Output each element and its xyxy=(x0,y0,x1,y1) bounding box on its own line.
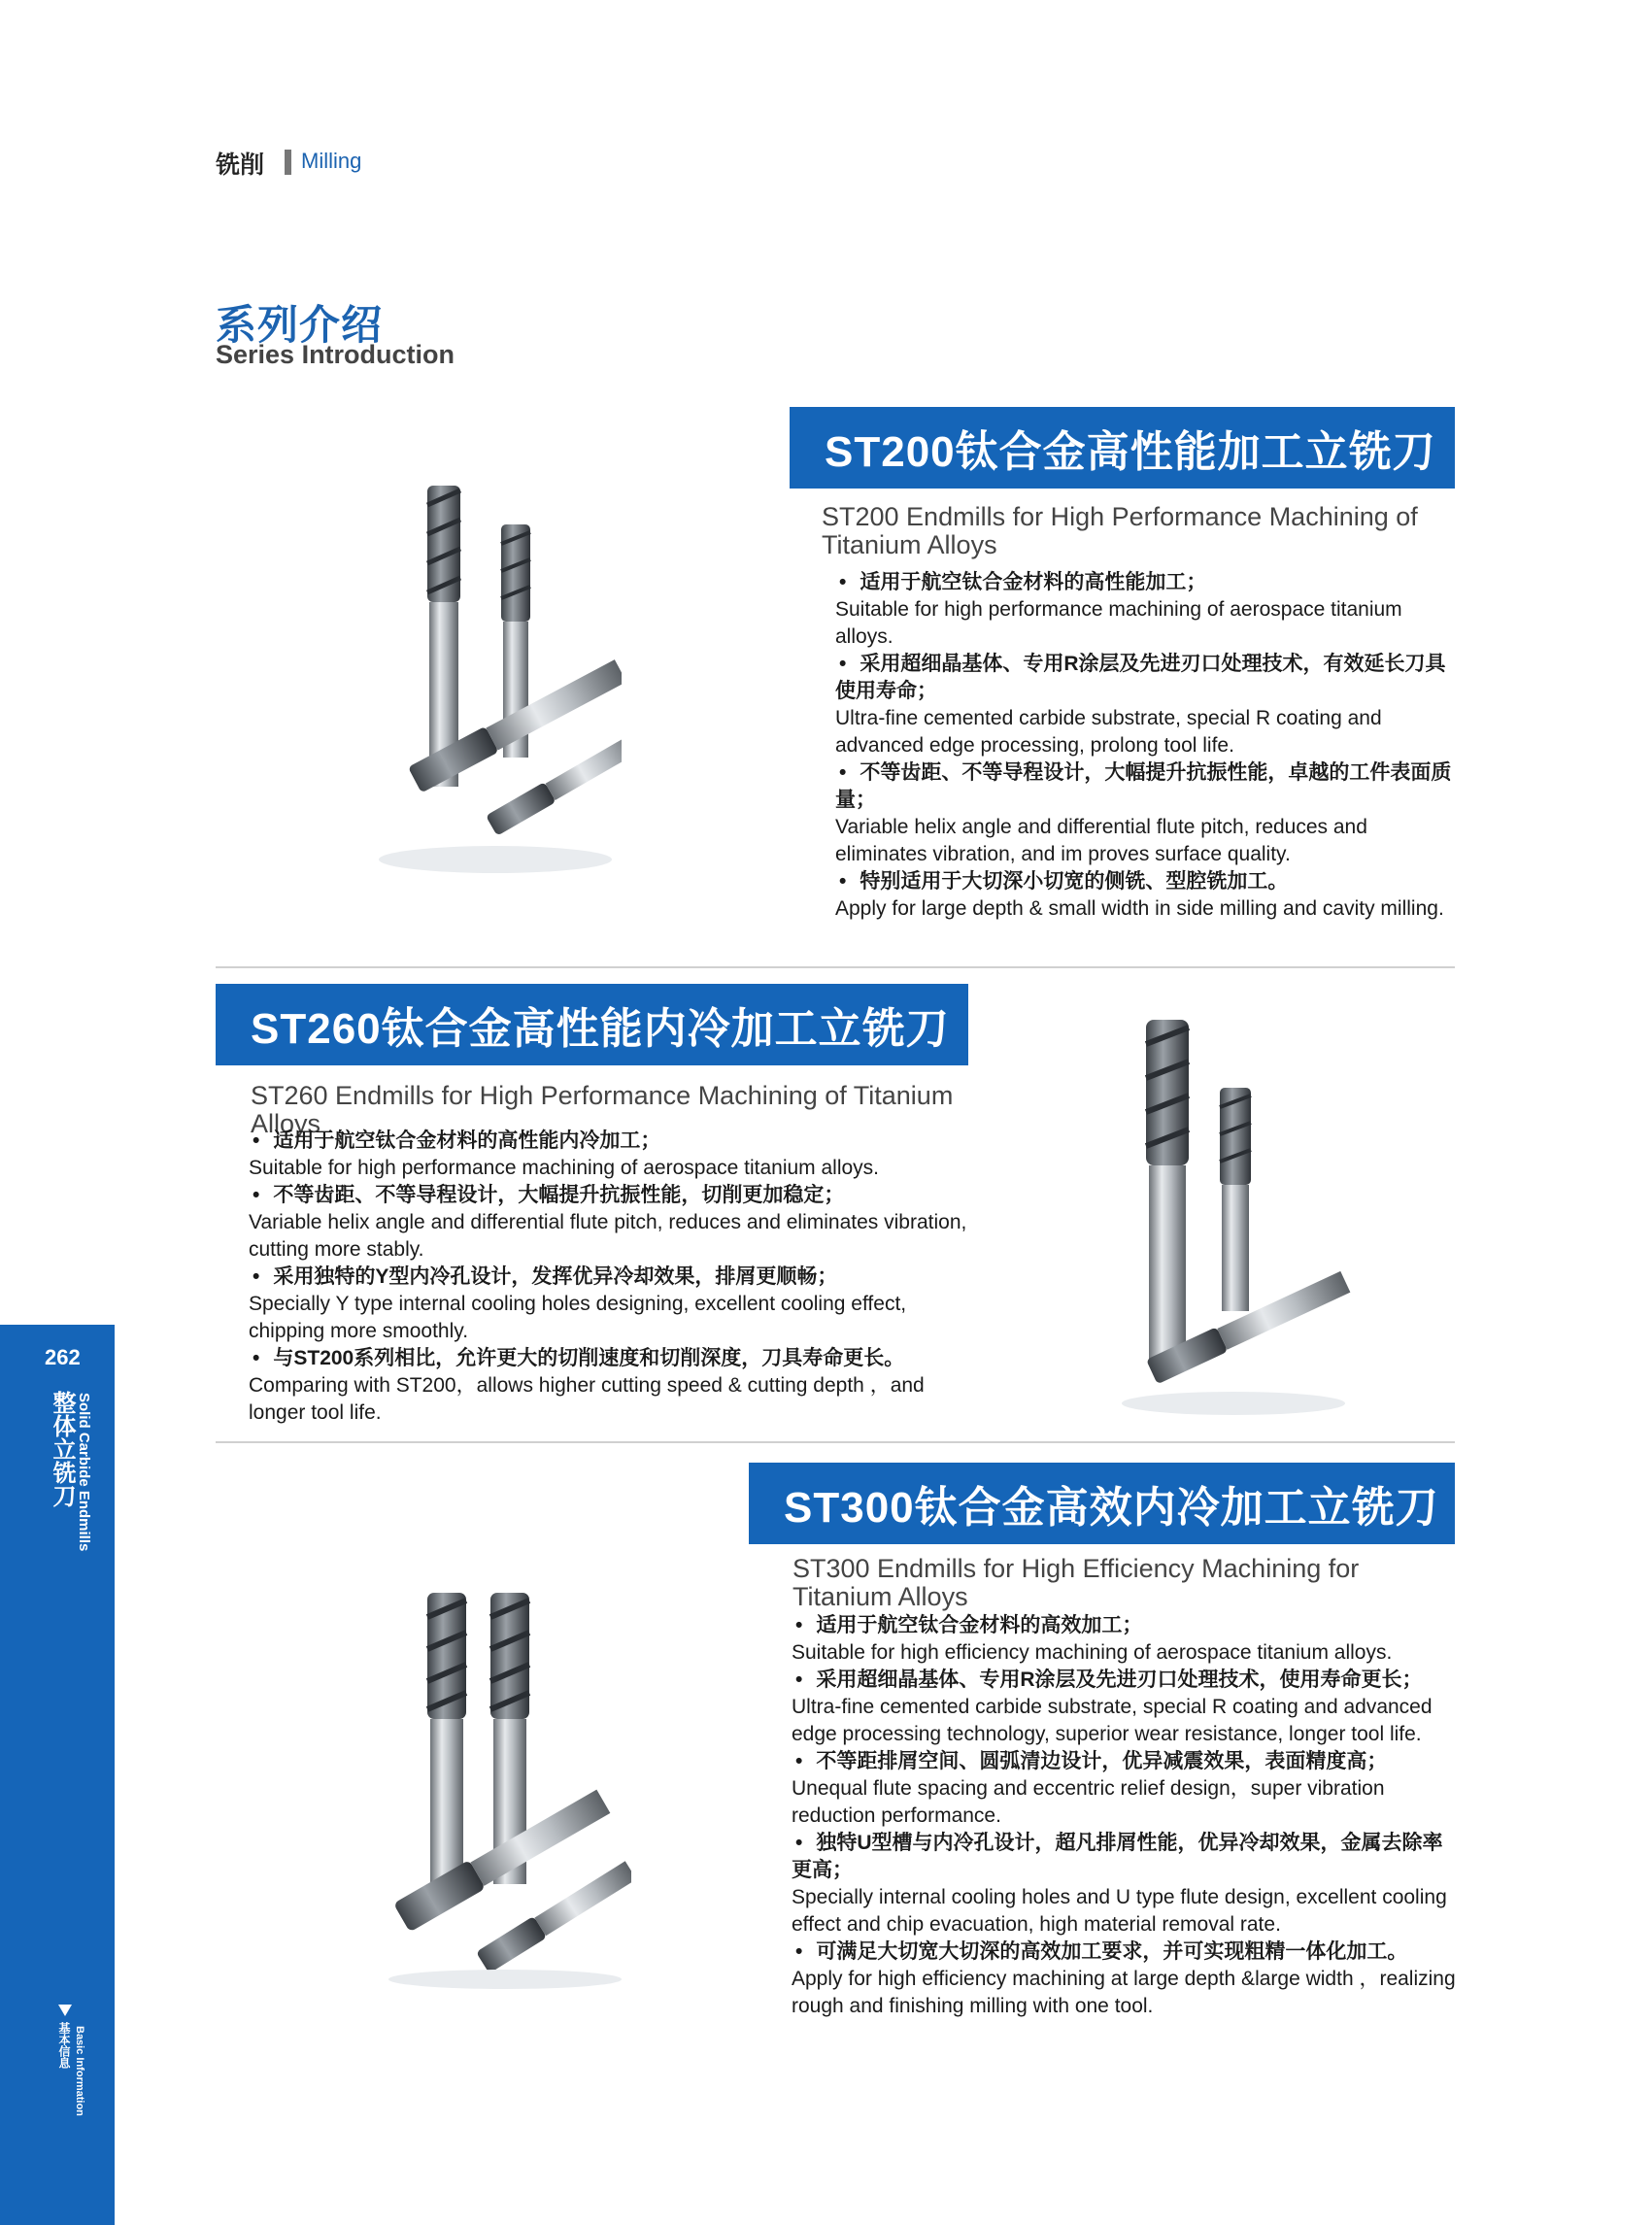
header-divider xyxy=(285,150,291,175)
section-divider xyxy=(216,966,1455,968)
feature-cn: • 可满足大切宽大切深的高效加工要求，并可实现粗精一体化加工。 xyxy=(792,1938,1462,1966)
st300-endmill-image xyxy=(379,1583,631,1991)
section-label-basic-en: Basic Information xyxy=(74,2026,85,2116)
feature-cn: • 适用于航空钛合金材料的高性能内冷加工； xyxy=(249,1128,967,1155)
feature-cn: • 独特U型槽与内冷孔设计，超凡排屑性能，优异冷却效果，金属去除率更高； xyxy=(792,1830,1462,1884)
feature-en: Specially Y type internal cooling holes designing, excellent cooling effect, chipping more smoothly. xyxy=(249,1293,907,1342)
product-subtitle-st300: ST300 Endmills for High Efficiency Machining for Titanium Alloys xyxy=(792,1554,1360,1611)
feature-cn: • 适用于航空钛合金材料的高效加工； xyxy=(792,1612,1462,1639)
section-label-en: Milling xyxy=(301,149,362,173)
feature-en: Suitable for high efficiency machining of aerospace titanium alloys. xyxy=(792,1641,1393,1664)
category-label-cn: 整体立铣刀 xyxy=(49,1391,75,1507)
feature-en: Unequal flute spacing and eccentric relief design，super vibration reduction performance. xyxy=(792,1777,1385,1827)
feature-cn: • 采用超细晶基体、专用R涂层及先进刃口处理技术，有效延长刀具使用寿命； xyxy=(835,651,1457,705)
st200-endmill-image xyxy=(369,476,622,884)
feature-en: Ultra-fine cemented carbide substrate, special R coating and advanced edge processing technology, superior wear resistance, longer tool life. xyxy=(792,1696,1433,1745)
feature-en: Apply for high efficiency machining at large depth &large width ，realizing rough and finishing milling with one tool. xyxy=(792,1968,1456,2017)
feature-en: Variable helix angle and differential flute pitch, reduces and eliminates vibration, and im proves surface quality. xyxy=(835,816,1367,865)
category-label-en: Solid Carbide Endmills xyxy=(76,1393,92,1552)
product-banner-st200: ST200钛合金高性能加工立铣刀 xyxy=(790,407,1455,489)
feature-cn: • 采用超细晶基体、专用R涂层及先进刃口处理技术，使用寿命更长； xyxy=(792,1667,1462,1694)
st260-endmill-image xyxy=(1107,1010,1360,1418)
intro-title-en: Series Introduction xyxy=(216,340,455,369)
product-subtitle-st260: ST260 Endmills for High Performance Machining of Titanium Alloys xyxy=(251,1081,954,1138)
feature-en: Suitable for high performance machining of aerospace titanium alloys. xyxy=(835,598,1402,648)
feature-cn: • 不等齿距、不等导程设计，大幅提升抗振性能，切削更加稳定； xyxy=(249,1182,967,1209)
chevron-down-icon xyxy=(58,2005,72,2016)
section-label-cn: 铣削 xyxy=(216,152,265,179)
feature-list-st260 xyxy=(249,1128,967,1427)
feature-cn: • 与ST200系列相比，允许更大的切削速度和切削深度，刀具寿命更长。 xyxy=(249,1345,967,1372)
section-divider xyxy=(216,1441,1455,1443)
feature-en: Variable helix angle and differential flute pitch, reduces and eliminates vibration, cutting more stably. xyxy=(249,1211,967,1261)
page-number: 262 xyxy=(45,1345,81,1369)
feature-cn: • 不等距排屑空间、圆弧清边设计，优异减震效果，表面精度高； xyxy=(792,1748,1462,1775)
feature-cn: • 采用独特的Y型内冷孔设计，发挥优异冷却效果，排屑更顺畅； xyxy=(249,1264,967,1291)
product-banner-st260: ST260钛合金高性能内冷加工立铣刀 xyxy=(216,984,968,1065)
feature-en: Specially internal cooling holes and U type flute design, excellent cooling effect and chip evacuation, high material removal rate. xyxy=(792,1886,1447,1936)
intro-title-cn: 系列介绍 xyxy=(216,302,384,348)
product-banner-st300: ST300钛合金高效内冷加工立铣刀 xyxy=(749,1463,1455,1544)
feature-list-st200 xyxy=(835,569,1457,923)
feature-en: Apply for large depth & small width in side milling and cavity milling. xyxy=(835,897,1444,920)
product-subtitle-st200: ST200 Endmills for High Performance Machining of Titanium Alloys xyxy=(822,502,1418,559)
feature-cn: • 不等齿距、不等导程设计，大幅提升抗振性能，卓越的工件表面质量； xyxy=(835,759,1457,814)
section-label-basic-cn: 基本信息 xyxy=(57,2022,71,2069)
feature-en: Suitable for high performance machining of aerospace titanium alloys. xyxy=(249,1157,880,1179)
feature-en: Comparing with ST200，allows higher cutting speed & cutting depth ，and longer tool life. xyxy=(249,1374,925,1424)
feature-en: Ultra-fine cemented carbide substrate, special R coating and advanced edge processing, prolong tool life. xyxy=(835,707,1382,757)
feature-cn: • 适用于航空钛合金材料的高性能加工； xyxy=(835,569,1457,596)
feature-cn: • 特别适用于大切深小切宽的侧铣、型腔铣加工。 xyxy=(835,868,1457,895)
feature-list-st300 xyxy=(792,1612,1462,2020)
